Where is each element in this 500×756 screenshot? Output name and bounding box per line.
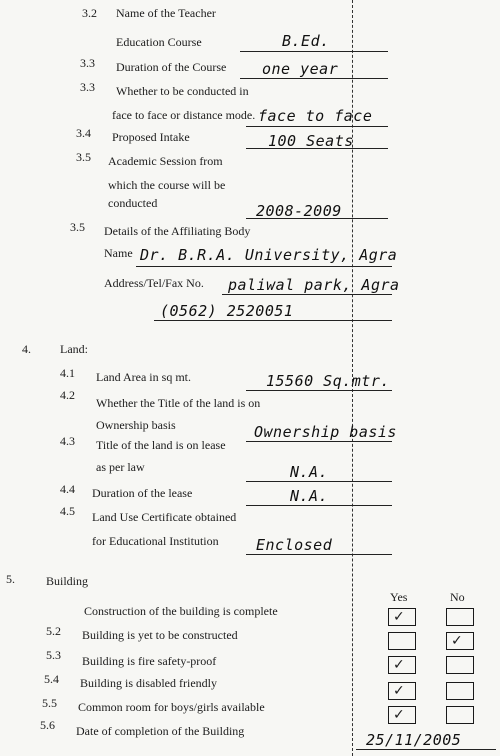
section-number: 5.: [6, 572, 15, 586]
item-label: Land Area in sq mt.: [96, 370, 191, 384]
item-label: Details of the Affiliating Body: [104, 224, 251, 238]
answer-underline: [222, 294, 392, 295]
answer-underline: [246, 505, 392, 506]
item-number: 3.4: [76, 126, 91, 140]
item-number: 3.5: [70, 220, 85, 234]
answer-underline: [240, 51, 388, 52]
handwritten-answer: N.A.: [290, 487, 329, 505]
answer-underline: [246, 554, 392, 555]
answer-underline: [246, 148, 388, 149]
item-label: Duration of the lease: [92, 486, 193, 500]
handwritten-answer: Ownership basis: [254, 423, 397, 441]
building-item-label: Building is yet to be constructed: [82, 628, 238, 642]
item-label: Education Course: [116, 35, 202, 49]
answer-underline: [154, 320, 392, 321]
item-label: Academic Session from: [108, 154, 223, 168]
yes-checkbox[interactable]: [388, 682, 416, 700]
item-number: 5.3: [46, 648, 61, 662]
item-label: Land Use Certificate obtained: [92, 510, 237, 524]
handwritten-answer: Enclosed: [256, 536, 333, 554]
item-label: which the course will be: [108, 178, 226, 192]
item-label: for Educational Institution: [92, 534, 219, 548]
item-label: face to face or distance mode.: [112, 108, 256, 122]
no-checkbox[interactable]: [446, 608, 474, 626]
building-item-label: Common room for boys/girls available: [78, 700, 265, 714]
item-number: 3.3: [80, 56, 95, 70]
yes-checkbox[interactable]: [388, 632, 416, 650]
item-number: 5.4: [44, 672, 59, 686]
yes-column-header: Yes: [390, 590, 408, 604]
affiliating-address-label: Address/Tel/Fax No.: [104, 276, 204, 290]
handwritten-answer: N.A.: [290, 463, 329, 481]
item-label: as per law: [96, 460, 145, 474]
no-checkbox[interactable]: [446, 682, 474, 700]
handwritten-answer: B.Ed.: [282, 32, 330, 50]
answer-underline: [246, 218, 388, 219]
check-mark-icon: ✓: [393, 657, 405, 673]
item-label: Title of the land is on lease: [96, 438, 226, 452]
item-label: Whether to be conducted in: [116, 84, 249, 98]
answer-underline: [246, 481, 392, 482]
check-mark-icon: ✓: [393, 707, 405, 723]
section-title-land: Land:: [60, 342, 88, 356]
no-checkbox[interactable]: [446, 706, 474, 724]
item-label: Name of the Teacher: [116, 6, 216, 20]
check-mark-icon: ✓: [393, 683, 405, 699]
building-item-label: Date of completion of the Building: [76, 724, 245, 738]
handwritten-answer: one year: [262, 60, 339, 78]
handwritten-answer: 2008-2009: [256, 202, 342, 220]
answer-underline: [240, 78, 388, 79]
no-checkbox[interactable]: [446, 656, 474, 674]
item-label: Duration of the Course: [116, 60, 227, 74]
item-number: 4.2: [60, 388, 75, 402]
answer-underline: [246, 390, 392, 391]
item-number: 5.2: [46, 624, 61, 638]
building-item-label: Building is disabled friendly: [80, 676, 217, 690]
item-number: 5.6: [40, 718, 55, 732]
item-label: Whether the Title of the land is on: [96, 396, 261, 410]
affiliating-name-value: Dr. B.R.A. University, Agra: [140, 246, 398, 264]
item-number: 4.3: [60, 434, 75, 448]
building-item-label: Construction of the building is complete: [84, 604, 278, 618]
handwritten-completion-date: 25/11/2005: [366, 731, 462, 749]
answer-underline: [136, 266, 392, 267]
item-number: 4.1: [60, 366, 75, 380]
item-number: 3.3: [80, 80, 95, 94]
no-checkbox[interactable]: [446, 632, 474, 650]
handwritten-answer: face to face: [258, 107, 373, 125]
yes-checkbox[interactable]: [388, 656, 416, 674]
item-label: Proposed Intake: [112, 130, 190, 144]
check-mark-icon: ✓: [451, 633, 463, 649]
yes-checkbox[interactable]: [388, 608, 416, 626]
handwritten-answer: 15560 Sq.mtr.: [266, 372, 390, 390]
item-number: 4.5: [60, 504, 75, 518]
section-number: 4.: [22, 342, 31, 356]
item-number: 4.4: [60, 482, 75, 496]
affiliating-phone-value: (0562) 2520051: [160, 302, 294, 320]
answer-underline: [246, 126, 388, 127]
section-title-building: Building: [46, 574, 89, 588]
answer-underline: [356, 749, 496, 750]
building-item-label: Building is fire safety-proof: [82, 654, 217, 668]
affiliating-address-value: paliwal park, Agra: [228, 276, 400, 294]
item-number: 3.5: [76, 150, 91, 164]
yes-checkbox[interactable]: [388, 706, 416, 724]
answer-underline: [246, 441, 392, 442]
no-column-header: No: [450, 590, 465, 604]
item-number: 3.2: [82, 6, 97, 20]
affiliating-name-label: Name: [104, 246, 133, 260]
item-number: 5.5: [42, 696, 57, 710]
check-mark-icon: ✓: [393, 609, 405, 625]
handwritten-answer: 100 Seats: [268, 132, 354, 150]
item-label: Ownership basis: [96, 418, 176, 432]
item-label: conducted: [108, 196, 158, 210]
